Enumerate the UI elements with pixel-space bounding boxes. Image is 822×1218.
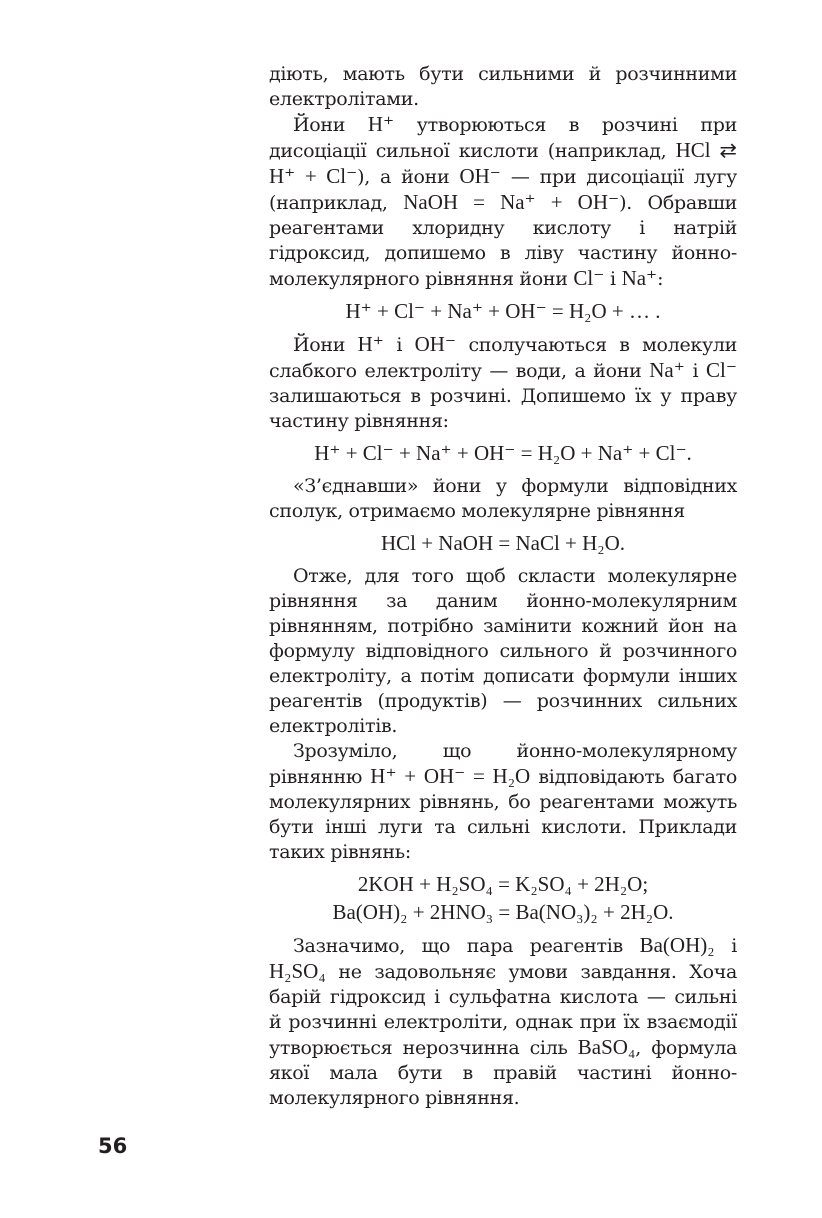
p3-text-a: Йони [293,334,358,356]
p2-text-d: — при дисоціації лугу (наприклад, [269,166,737,214]
paragraph-1-text: діють, мають бути сильними й розчинними електролітами. [269,63,737,110]
formula-oh-minus: OH⁻ [459,164,501,188]
equation-1: H⁺ + Cl⁻ + Na⁺ + OH⁻ = H₂O + … . [345,299,661,323]
p3-text-b: і [383,334,415,356]
p2-text-f: і [604,268,622,290]
paragraph-1 [269,62,737,112]
paragraph-6 [269,739,737,865]
paragraph-7 [269,933,737,1111]
p2-text-g: : [657,268,664,290]
paragraph-4 [269,474,737,524]
formula-baso4: BaSO₄ [577,1035,636,1059]
p2-text-c: ), а йони [357,166,460,188]
equation-4: 2KOH + H₂SO₄ = K₂SO₄ + 2H₂O; [357,872,649,896]
p7-text-d: , формула якої мала бути в правій частині йонно-молекулярного рівняння. [269,1037,737,1109]
formula-neutralization: H⁺ + OH⁻ = H₂O [370,764,531,788]
p6-text-b: відповідають багато молекулярних рівнянь, бо реагентами можуть бути інші луги та сильні кислоти. Приклади таких рівнянь: [269,766,737,863]
formula-h2so4: H₂SO₄ [269,959,326,983]
formula-oh-minus: OH⁻ [414,332,456,356]
p7-text-b: і [714,935,737,957]
p2-text-b: утворюються в розчині при дисоціації сильної кислоти (наприклад, [269,114,737,162]
formula-cl-minus: Cl⁻ [573,266,605,290]
p7-text-c: не задовольняє умови завдання. Хоча барій гідроксид і сульфатна кислота — сильні й розчинні електроліти, однак при їх взаємодії утворюється нерозчинна сіль [269,961,737,1059]
p3-text-c: сполучаються в молекули слабкого електроліту — води, а йони [269,334,737,382]
paragraph-4-text: «З’єднавши» йони у формули відповідних сполук, отримаємо молекулярне рівняння [269,475,737,522]
p2-text-e: ). Обравши реагентами хлоридну кислоту і натрій гідроксид, допишемо в ліву частину йонно-молекулярного рівняння йони [269,192,737,290]
p7-text-a: Зазначимо, що пара реагентів [293,935,640,957]
paragraph-2 [269,112,737,292]
page-content [269,62,737,1111]
equation-2: H⁺ + Cl⁻ + Na⁺ + OH⁻ = H₂O + Na⁺ + Cl⁻. [314,441,692,465]
formula-hcl-dissociation: HCl ⇄ H⁺ + Cl⁻ [269,138,737,188]
formula-naoh-dissociation: NaOH = Na⁺ + OH⁻ [403,190,620,214]
formula-baoh2: Ba(OH)₂ [639,933,715,957]
p6-text-a: Зрозуміло, що йонно-молекулярному рівнянню [269,740,737,788]
formula-h-plus: H⁺ [367,112,395,136]
p2-text-a: Йони [293,114,368,136]
equation-3: HCl + NaOH = NaCl + H₂O. [380,531,626,555]
paragraph-5-text: Отже, для того щоб скласти молекулярне рівняння за даним йонно-молекулярним рівнянням, потрібно замінити кожний йон на формулу відповідного сильного й розчинного електроліту, а потім дописати формули інших реагентів (продуктів) — розчинних сильних електролітів. [269,565,737,737]
equation-5: Ba(OH)₂ + 2HNO₃ = Ba(NO₃)₂ + 2H₂O. [332,900,674,924]
paragraph-3 [269,332,737,434]
p3-text-e: залишаються в розчині. Допишемо їх у праву частину рівняння: [269,385,737,432]
page-number: 56 [98,1134,128,1158]
p3-text-d: і [684,360,707,382]
formula-na-plus: Na⁺ [621,266,658,290]
formula-cl-minus: Cl⁻ [706,358,737,382]
formula-h-plus: H⁺ [357,332,384,356]
paragraph-5 [269,564,737,739]
formula-na-plus: Na⁺ [649,358,685,382]
